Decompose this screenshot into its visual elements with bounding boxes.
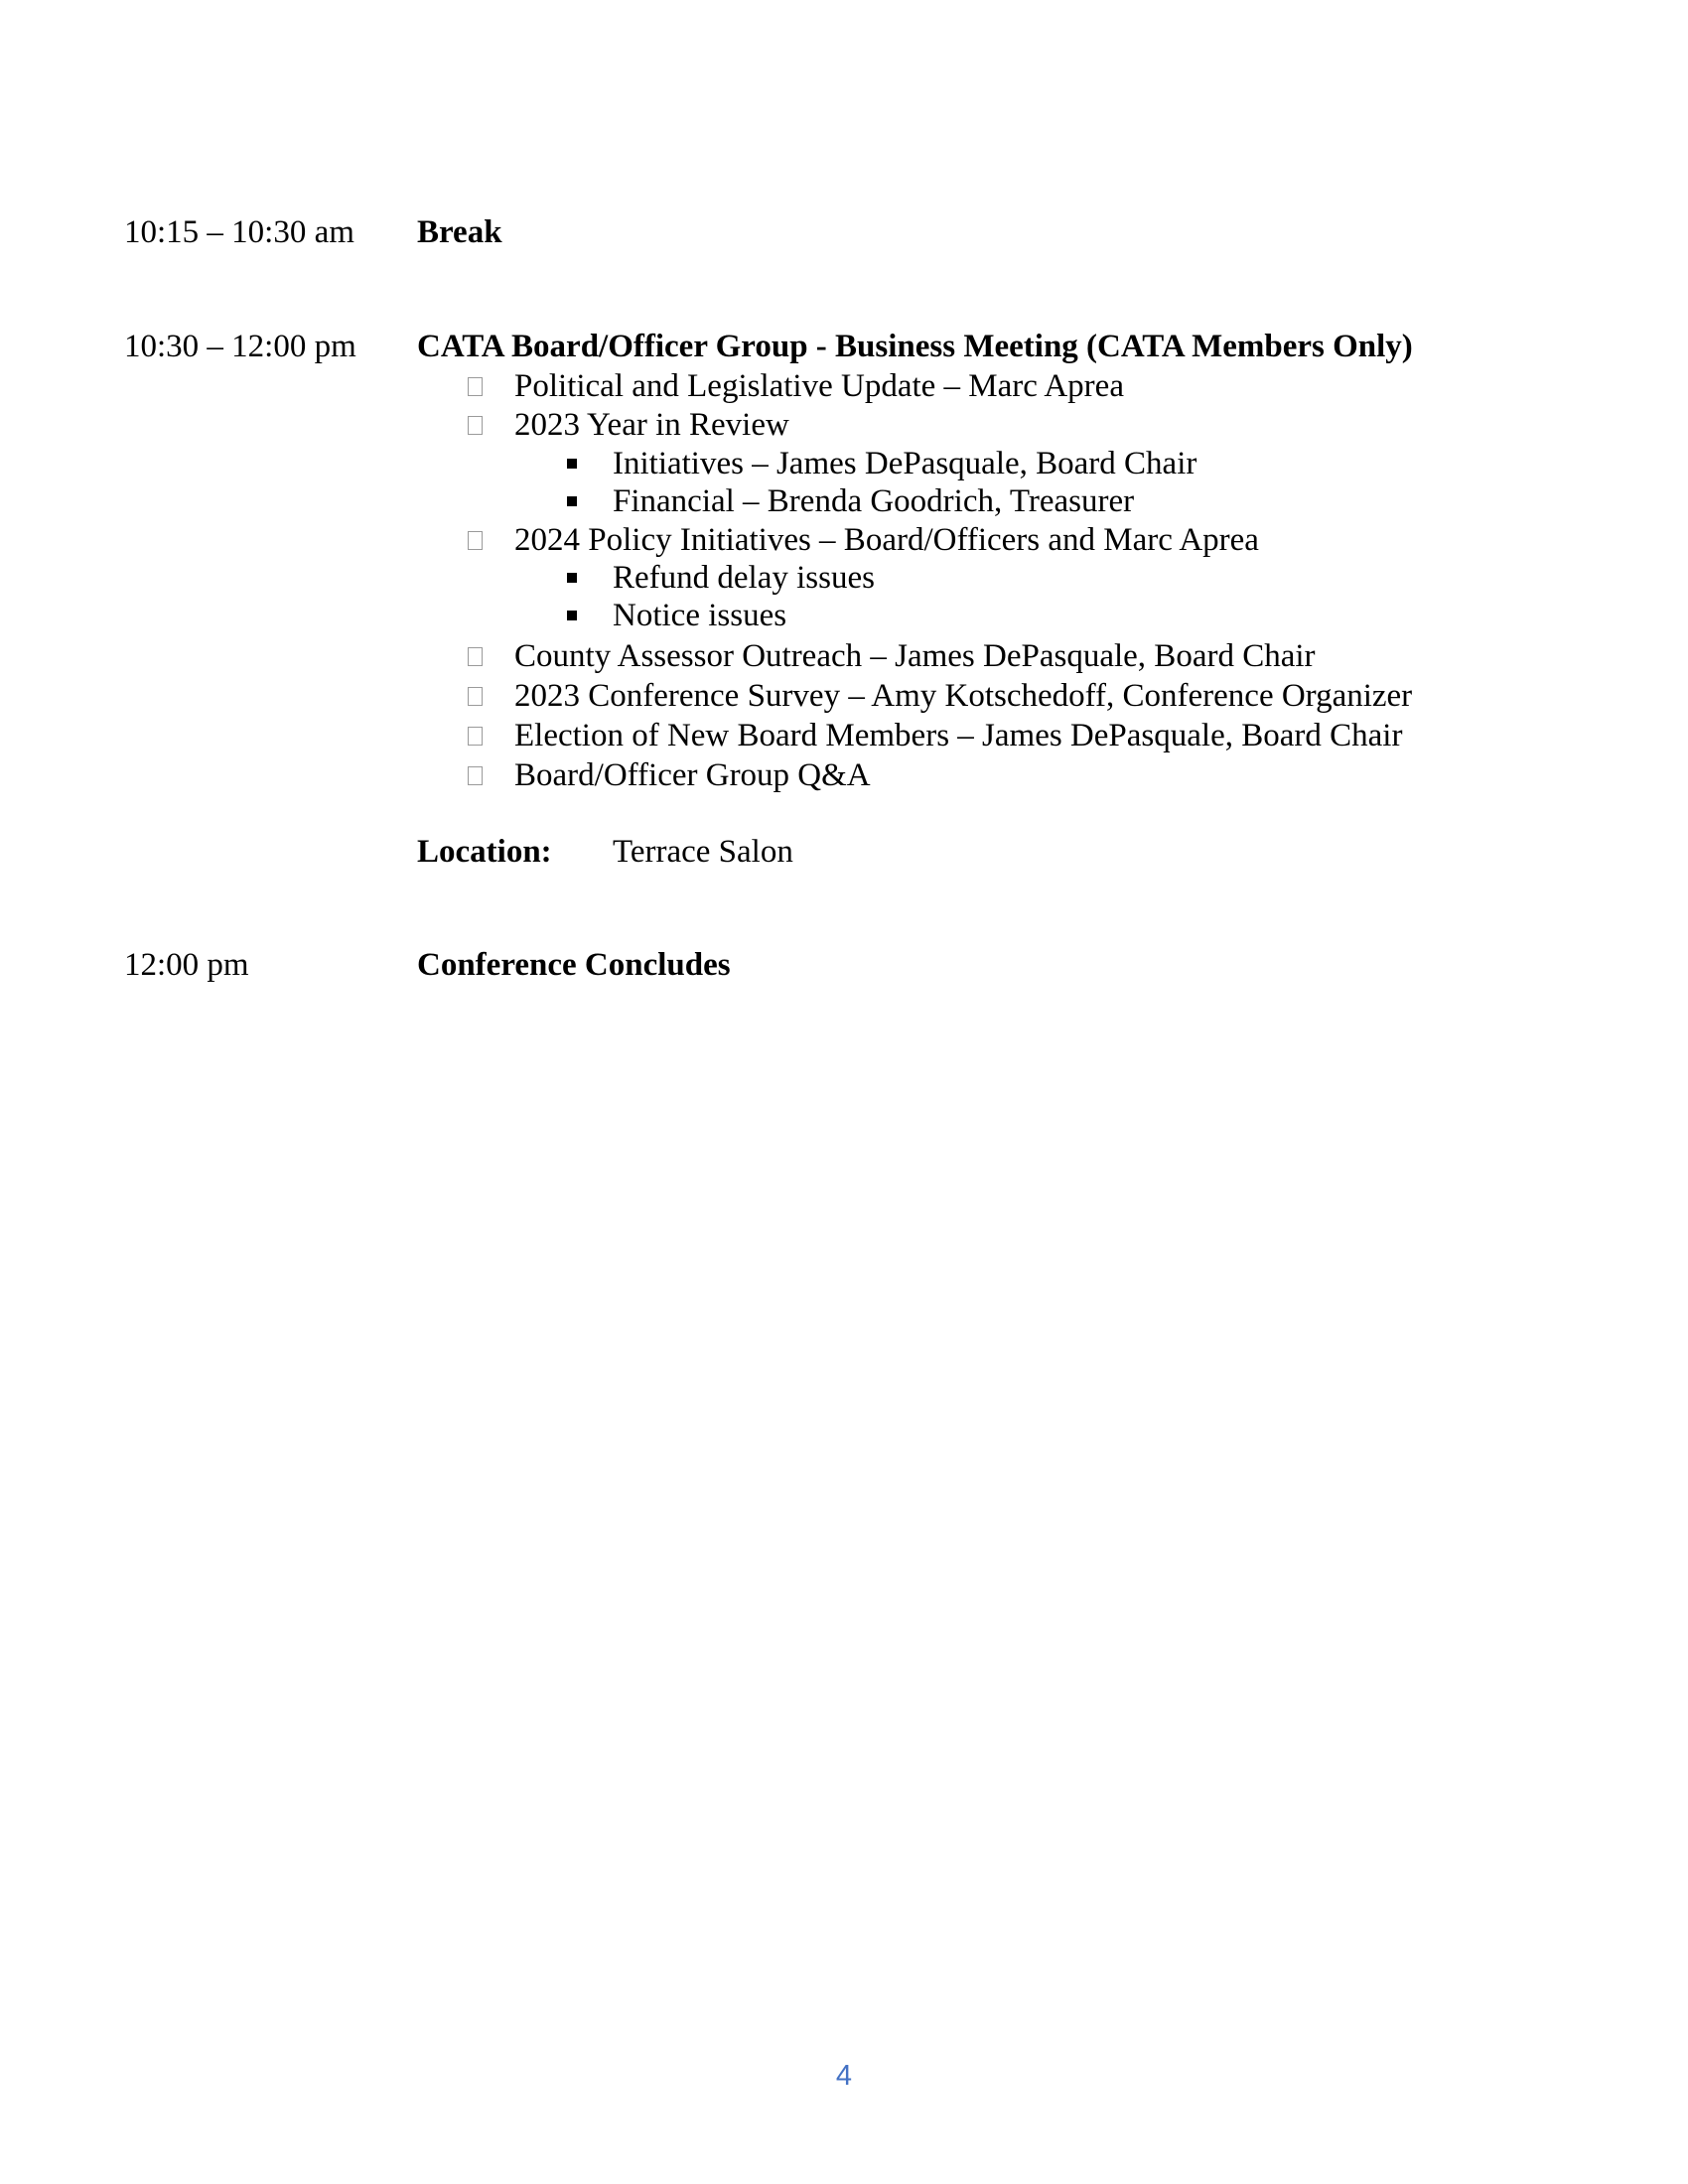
location-label: Location: (417, 834, 552, 870)
list-item: Board/Officer Group Q&A (514, 757, 871, 793)
checkbox-bullet-icon (468, 416, 483, 435)
page-number: 4 (835, 2060, 853, 2092)
square-bullet-icon (567, 459, 577, 469)
business-meeting-title: CATA Board/Officer Group - Business Meeting (CATA Members Only) (417, 329, 1413, 364)
list-item: County Assessor Outreach – James DePasquale, Board Chair (514, 638, 1316, 674)
square-bullet-icon (567, 496, 577, 506)
list-item: 2023 Year in Review (514, 407, 789, 443)
break-time: 10:15 – 10:30 am (124, 214, 354, 250)
list-item: Political and Legislative Update – Marc Aprea (514, 368, 1124, 404)
sub-list-item: Initiatives – James DePasquale, Board Chair (613, 446, 1197, 481)
break-title: Break (417, 214, 502, 250)
checkbox-bullet-icon (468, 377, 483, 396)
checkbox-bullet-icon (468, 647, 483, 666)
checkbox-bullet-icon (468, 766, 483, 785)
square-bullet-icon (567, 611, 577, 620)
checkbox-bullet-icon (468, 727, 483, 746)
location-value: Terrace Salon (613, 834, 793, 870)
list-item: Election of New Board Members – James DePasquale, Board Chair (514, 718, 1403, 753)
conclusion-title: Conference Concludes (417, 947, 731, 983)
business-meeting-time: 10:30 – 12:00 pm (124, 329, 356, 364)
checkbox-bullet-icon (468, 687, 483, 706)
list-item: 2023 Conference Survey – Amy Kotschedoff, Conference Organizer (514, 678, 1413, 714)
checkbox-bullet-icon (468, 531, 483, 550)
sub-list-item: Financial – Brenda Goodrich, Treasurer (613, 483, 1135, 519)
sub-list-item: Notice issues (613, 598, 787, 633)
conclusion-time: 12:00 pm (124, 947, 249, 983)
list-item: 2024 Policy Initiatives – Board/Officers and Marc Aprea (514, 522, 1259, 558)
square-bullet-icon (567, 573, 577, 583)
sub-list-item: Refund delay issues (613, 560, 875, 596)
